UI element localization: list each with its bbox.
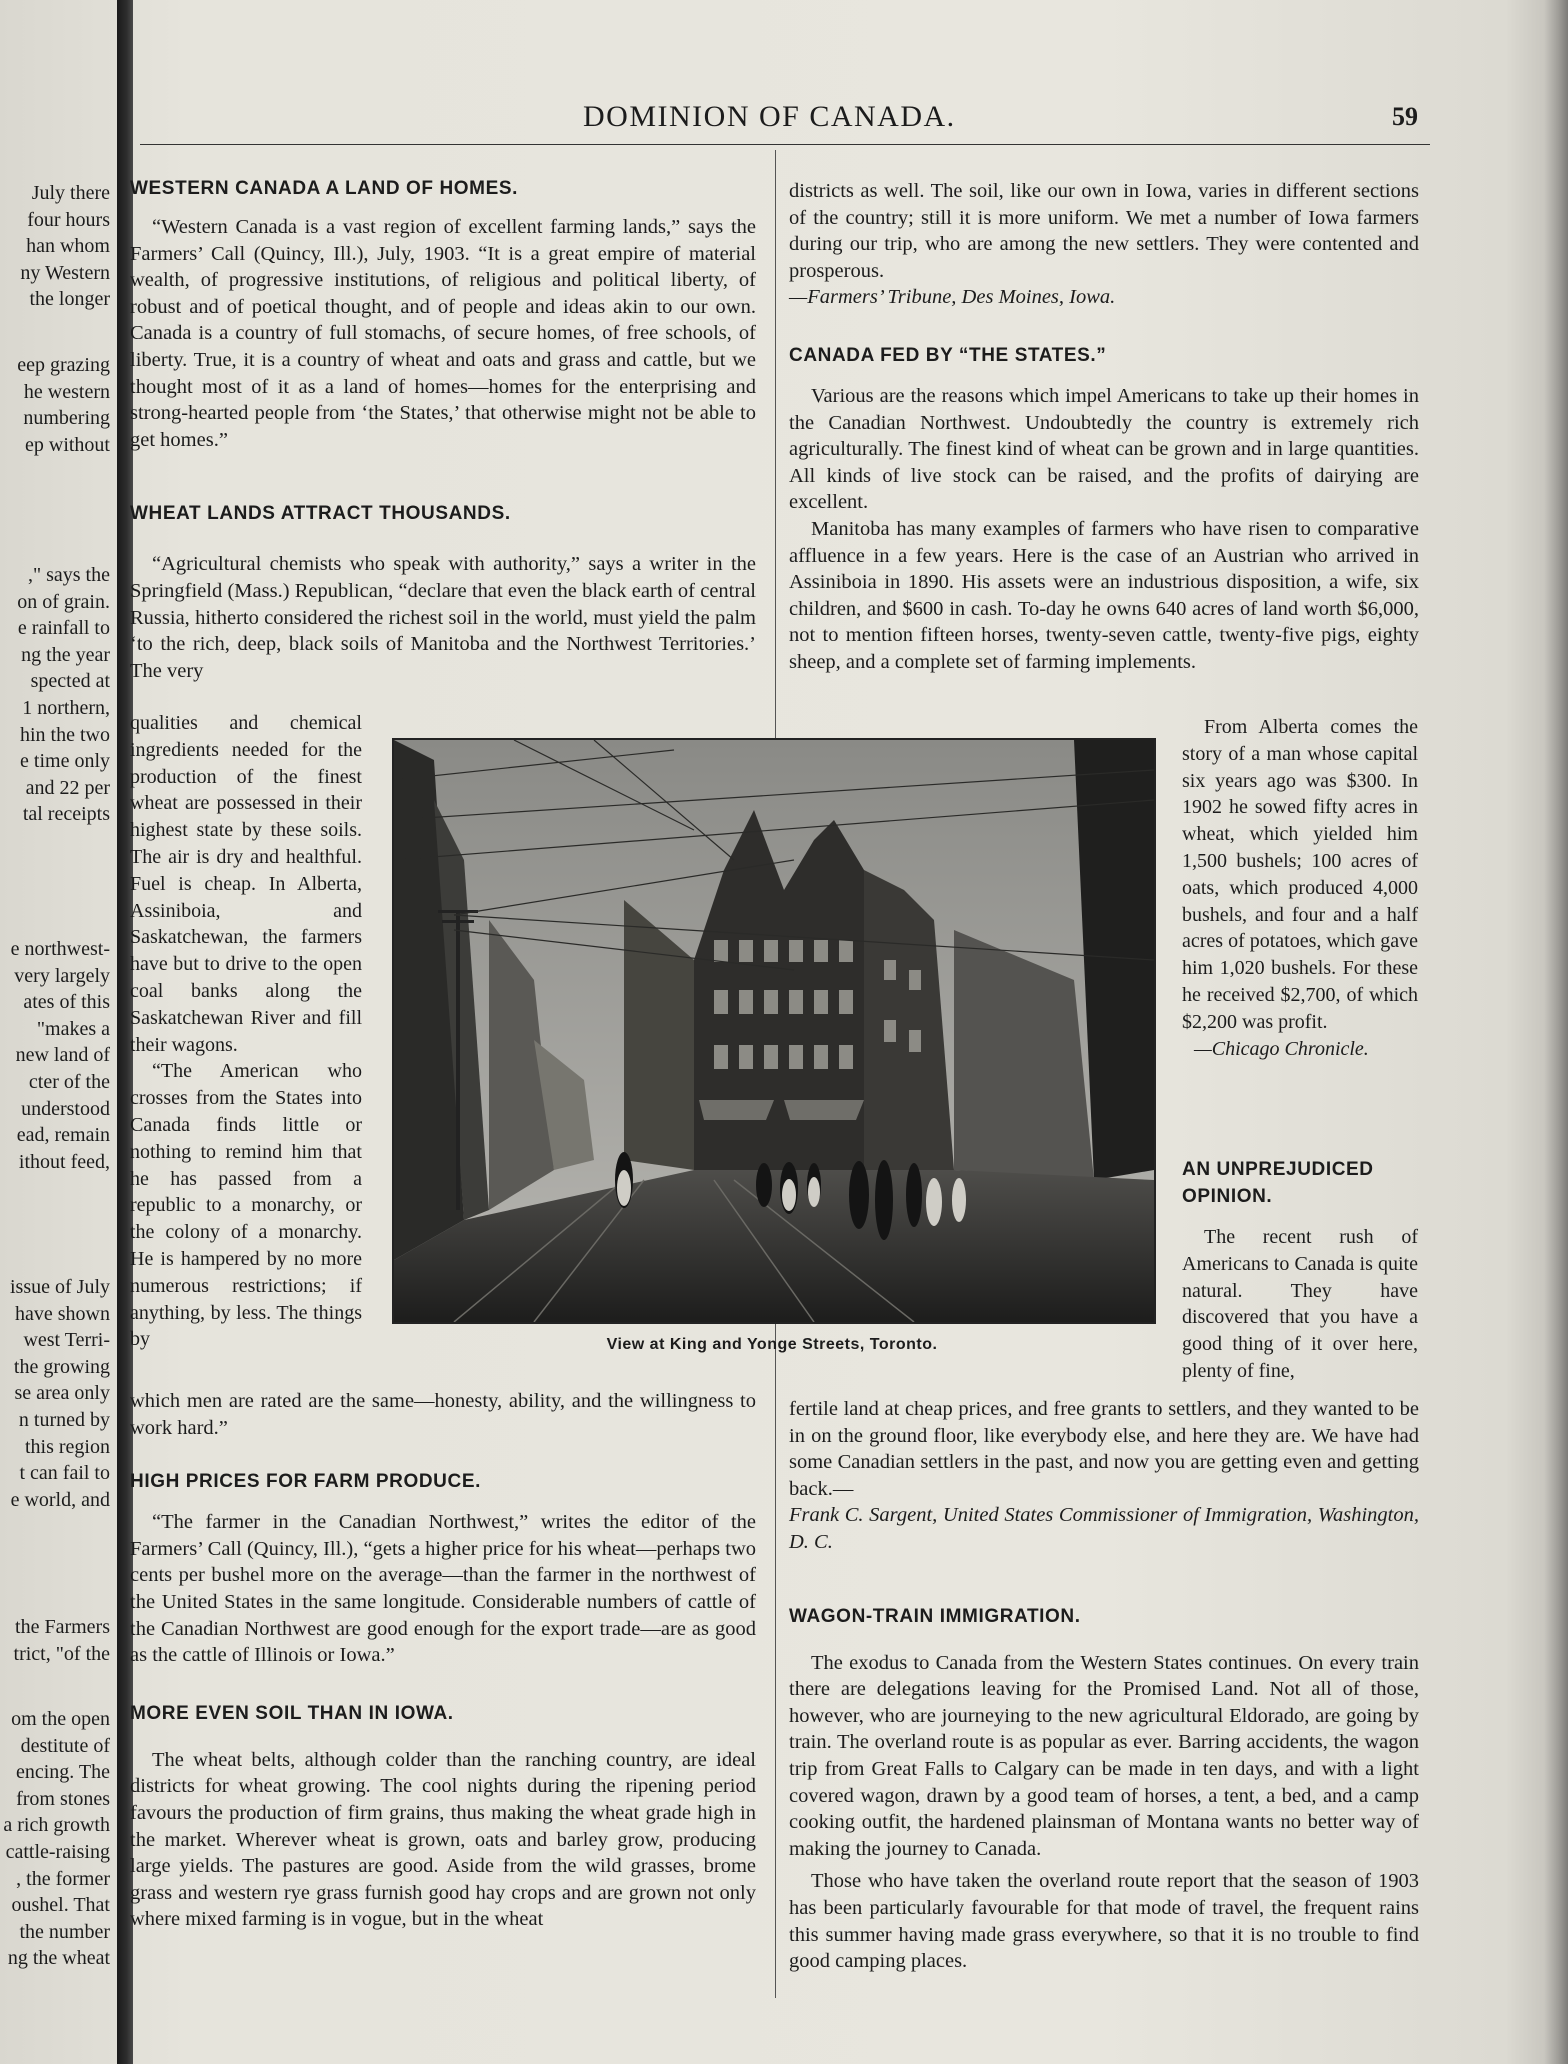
prev-page-line: ead, remain [16, 1124, 110, 1147]
prev-page-line: trict, "of the [13, 1642, 110, 1665]
prev-page-line: se area only [14, 1382, 110, 1405]
page-title: DOMINION OF CANADA. [583, 100, 956, 133]
article-body: “Western Canada is a vast region of excellent farming lands,” says the Farmers’ Call (Quincy, Ill.), July, 1903. “It is a great empire of material wealth, of progressive institutions, of religious and political liberty, of robust and of poetical thought, and of people and ideas akin to our own. Canada is a country of full stomachs, of secure homes, of free schools, of liberty. True, it is a country of wheat and oats and grass and cattle, but we thought most of it as a land of homes—homes for the enterprising and strong-hearted people from ‘the States,’ that otherwise might not be able to get homes.” [130, 216, 756, 451]
photo-caption: View at King and Yonge Streets, Toronto. [606, 1336, 938, 1353]
page-number: 59 [1392, 102, 1418, 131]
prev-page-block [0, 1706, 110, 1972]
prev-page-line: ny Western [20, 261, 110, 284]
prev-page-line: the number [19, 1920, 110, 1943]
article-source: —Farmers’ Tribune, Des Moines, Iowa. [789, 286, 1116, 309]
prev-page-line: cter of the [28, 1070, 110, 1093]
prev-page-line: e world, and [10, 1488, 110, 1511]
prev-page-line: om the open [11, 1708, 110, 1730]
prev-page-line: a rich growth [3, 1814, 110, 1837]
heading-line: AN UNPREJUDICED [1182, 1159, 1374, 1180]
article-body: Various are the reasons which impel Americans to take up their homes in the Canadian Northwest. Undoubtedly the country is extremely rich agriculturally. The finest kind of wheat can be grown and in large quantities. All kinds of live stock can be raised, and the profits of dairying are excellent. [789, 384, 1419, 514]
left-column [130, 178, 756, 684]
article-body: qualities and chemical ingredients needed for the production of the finest wheat are possessed in their highest state by these soils. The air is dry and healthful. Fuel is cheap. In Alberta, Assiniboia, and Saskatchewan, the farmers have but to drive to the open coal banks along the Saskatchewan River and fill their wagons. [130, 712, 362, 1056]
article-body: “The American who crosses from the States into Canada finds little or nothing to remind him that he has passed from a republic to a monarchy, or the colony of a monarchy. He is hampered by no more numerous restrictions; if anything, by less. The things by [130, 1060, 362, 1351]
prev-page-line: e time only [20, 750, 110, 773]
prev-page-line: the Farmers [15, 1616, 110, 1638]
prev-page-line: eep grazing [17, 354, 110, 376]
prev-page-line: understood [21, 1097, 110, 1120]
prev-page-line: cattle-raising [5, 1840, 110, 1863]
article-body: The recent rush of Americans to Canada is quite natural. They have discovered that you have a good thing of it over here, plenty of fine, [1182, 1226, 1418, 1382]
article-heading: HIGH PRICES FOR FARM PRODUCE. [130, 1471, 481, 1493]
photo-illustration [394, 740, 1154, 1322]
prev-page-line: e northwest- [10, 938, 110, 960]
prev-page-line: 1 northern, [22, 696, 110, 719]
prev-page-line: , the former [16, 1867, 110, 1890]
prev-page-block [0, 562, 110, 828]
article-body: The wheat belts, although colder than the ranching country, are ideal districts for wheat growing. The cool nights during the ripening period favours the production of firm grains, thus making the wheat grade high in the market. Wherever wheat is grown, oats and barley grow, producing large yields. The pastures are good. Aside from the wild grasses, brome grass and western rye grass furnish good hay crops and are grown not only where mixed farming is in vogue, but in the wheat [130, 1748, 756, 1931]
prev-page-line: "makes a [36, 1017, 110, 1040]
prev-page-line: issue of July [10, 1276, 110, 1298]
prev-page-line: hin the two [20, 723, 110, 746]
prev-page-block [0, 1614, 110, 1667]
prev-page-line: and 22 per [25, 776, 110, 799]
article-body: “The farmer in the Canadian Northwest,” writes the editor of the Farmers’ Call (Quincy, Ill.), “gets a higher price for his wheat—perhaps two cents per bushel more on the average—than the farmer in the northwest of the United States in the same longitude. Considerable numbers of cattle of the Canadian Northwest are good enough for the export trade—are as good as the cattle of Illinois or Iowa.” [130, 1511, 756, 1667]
prev-page-line: numbering [23, 407, 110, 430]
prev-page-line: July there [31, 182, 110, 204]
article-body: Manitoba has many examples of farmers who have risen to comparative affluence in a few years. Here is the case of an Austrian who arrived in Assiniboia in 1890. His assets were an industrious disposition, a wife, six children, and $600 in cash. To-day he owns 640 acres of land worth $6,000, not to mention fifteen horses, twenty-seven cattle, twenty-five pigs, eighty sheep, and a complete set of farming implements. [789, 517, 1419, 673]
right-narrow-text [1182, 714, 1418, 1062]
article-body: Those who have taken the overland route report that the season of 1903 has been particularly favourable for that mode of travel, the frequent rains this summer having made grass everywhere, so that it is no trouble to find good camping places. [789, 1870, 1419, 1973]
article-body: The exodus to Canada from the Western States continues. On every train there are delegations leaving for the Promised Land. Not all of those, however, who are journeying to the new agricultural Eldorado, are going by train. The overland route is as popular as ever. Barring accidents, the wagon trip from Great Falls to Calgary can be made in ten days, and with a light covered wagon, drawn by a good team of horses, a tent, a bed, and a camp cooking outfit, the hardened plainsman of Montana wants no better way of making the journey to Canada. [789, 1651, 1419, 1860]
article-body: From Alberta comes the story of a man whose capital six years ago was $300. In 1902 he sowed fifty acres in wheat, which yielded him 1,500 bushels; 100 acres of oats, which produced 4,000 bushels, and four and a half acres of potatoes, which gave him 1,020 bushels. For these he received $2,700, of which $2,200 was profit. [1182, 716, 1419, 1033]
prev-page-line: the growing [13, 1355, 110, 1378]
prev-page-line: destitute of [20, 1734, 110, 1757]
prev-page-line: t can fail to [19, 1462, 110, 1485]
article-heading: WAGON-TRAIN IMMIGRATION. [789, 1605, 1081, 1627]
prev-page-line: n turned by [18, 1408, 110, 1431]
prev-page-line: ithout feed, [18, 1150, 110, 1173]
heading-line: OPINION. [1182, 1186, 1273, 1207]
prev-page-line: ng the wheat [7, 1947, 110, 1970]
prev-page-block [0, 352, 110, 458]
article-heading: MORE EVEN SOIL THAN IN IOWA. [130, 1702, 454, 1724]
prev-page-line: spected at [30, 670, 110, 693]
right-column [789, 178, 1419, 676]
prev-page-line: han whom [26, 235, 110, 258]
prev-page-line: this region [25, 1435, 110, 1458]
article-body: “Agricultural chemists who speak with authority,” says a writer in the Springfield (Mass.) Republican, “declare that even the black earth of central Russia, hitherto considered the richest soil in the world, must yield the palm ‘to the rich, deep, black soils of Manitoba and the Northwest Territories.’ The very [130, 553, 756, 682]
right-column-lower [789, 1396, 1419, 1975]
article-heading [1182, 1156, 1418, 1210]
prev-page-line: west Terri- [23, 1329, 110, 1352]
prev-page-line: ," says the [27, 564, 110, 586]
street-photograph [392, 738, 1156, 1324]
prev-page-line: ep without [25, 433, 110, 456]
article-heading: CANADA FED BY “THE STATES.” [789, 344, 1107, 366]
article-heading: WHEAT LANDS ATTRACT THOUSANDS. [130, 503, 511, 525]
right-narrow-text-2 [1182, 1156, 1418, 1385]
running-head [140, 86, 1430, 145]
prev-page-line: have shown [15, 1302, 110, 1325]
article-source: Frank C. Sargent, United States Commissioner of Immigration, Washington, D. C. [789, 1504, 1419, 1553]
column-rule [775, 1398, 776, 1998]
prev-page-block [0, 180, 110, 313]
prev-page-block [0, 936, 110, 1175]
prev-page-line: on of grain. [17, 590, 110, 613]
article-body: fertile land at cheap prices, and free grants to settlers, and they wanted to be in on the ground floor, like everybody else, and here they are. We have had some Canadian settlers in the past, and now you are getting even and getting back.— [789, 1398, 1419, 1500]
page-edge [1544, 0, 1568, 2064]
prev-page-line: the longer [29, 288, 110, 311]
prev-page-line: new land of [15, 1044, 110, 1067]
left-column-lower [130, 1388, 756, 1933]
prev-page-line: ates of this [23, 991, 110, 1014]
prev-page-line: e rainfall to [17, 617, 110, 640]
prev-page-line: four hours [27, 208, 110, 231]
article-heading: WESTERN CANADA A LAND OF HOMES. [130, 178, 519, 199]
article-body: districts as well. The soil, like our own in Iowa, varies in different sections of the country; still it is more uniform. We met a number of Iowa farmers during our trip, who are among the new settlers. They were contented and prosperous. [789, 180, 1419, 282]
prev-page-block [0, 1274, 110, 1513]
article-body: which men are rated are the same—honesty, ability, and the willingness to work hard.” [130, 1390, 756, 1439]
prev-page-line: very largely [14, 964, 110, 987]
article-source: —Chicago Chronicle. [1194, 1037, 1369, 1060]
prev-page-line: oushel. That [11, 1894, 110, 1917]
prev-page-line: tal receipts [22, 803, 110, 826]
prev-page-line: ng the year [21, 643, 110, 666]
prev-page-line: encing. The [15, 1761, 110, 1784]
prev-page-line: from stones [16, 1787, 110, 1810]
left-narrow-text [130, 710, 362, 1353]
prev-page-line: he western [23, 380, 110, 403]
